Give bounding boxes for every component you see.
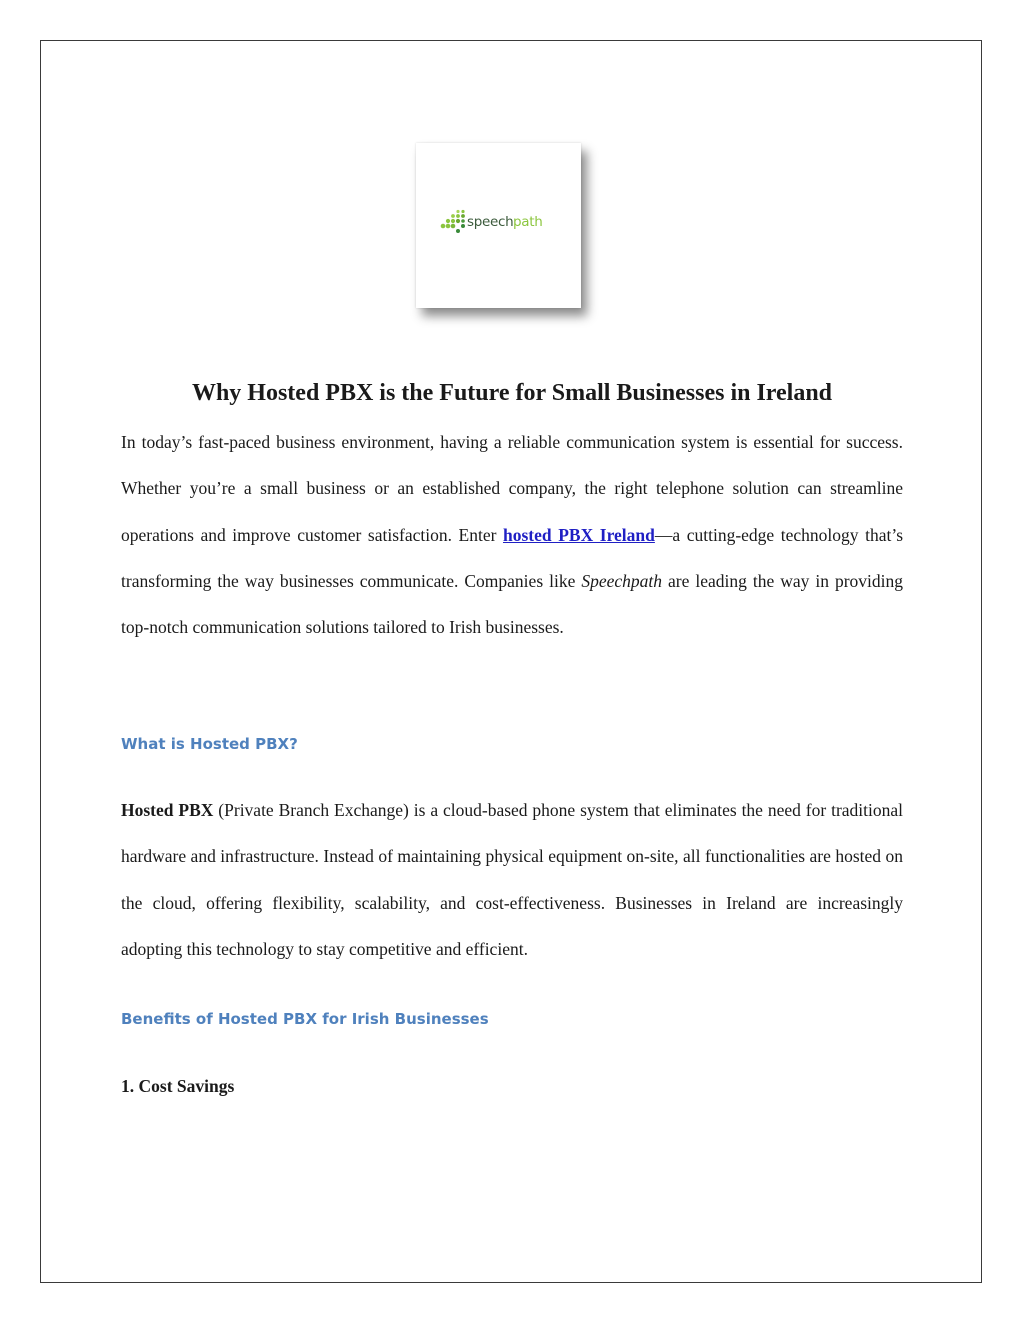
section-heading-what-is-hosted-pbx: What is Hosted PBX? xyxy=(121,735,298,753)
intro-text-start: In today’s fast-paced business environment, having a reliable communication system is essential for success. Whether you’re a small business or an established company, the right telephone solution can streamline operations and improve customer satisfaction. Enter xyxy=(121,432,903,545)
speechpath-logo xyxy=(440,207,558,237)
definition-term: Hosted PBX xyxy=(121,800,214,820)
intro-text-end: are leading the way in providing top-notch communication solutions tailored to Irish businesses. xyxy=(121,570,903,638)
document-title: Why Hosted PBX is the Future for Small Businesses in Ireland xyxy=(191,380,833,406)
definition-text: (Private Branch Exchange) is a cloud-based phone system that eliminates the need for traditional hardware and infrastructure. Instead of maintaining physical equipment on-site, all functionalities are hosted on the cloud, offering flexibility, scalability, and cost-effectiveness. Businesses in Ireland are increasingly adopting this technology to stay competitive and efficient. xyxy=(121,800,904,959)
definition-paragraph xyxy=(121,787,903,972)
svg-text:speech: speech xyxy=(467,214,514,230)
intro-text-middle: —a cutting-edge technology that’s transforming the way businesses communicate. Companies like xyxy=(121,524,904,591)
logo-text xyxy=(416,143,417,144)
svg-text:path: path xyxy=(513,214,543,230)
benefit-item-cost-savings: 1. Cost Savings xyxy=(121,1076,235,1096)
hosted-pbx-ireland-link[interactable]: hosted PBX Ireland xyxy=(503,524,655,545)
intro-paragraph xyxy=(121,419,903,650)
company-name: Speechpath xyxy=(581,570,663,591)
section-heading-benefits: Benefits of Hosted PBX for Irish Businesses xyxy=(121,1010,489,1028)
logo-card xyxy=(416,143,581,308)
